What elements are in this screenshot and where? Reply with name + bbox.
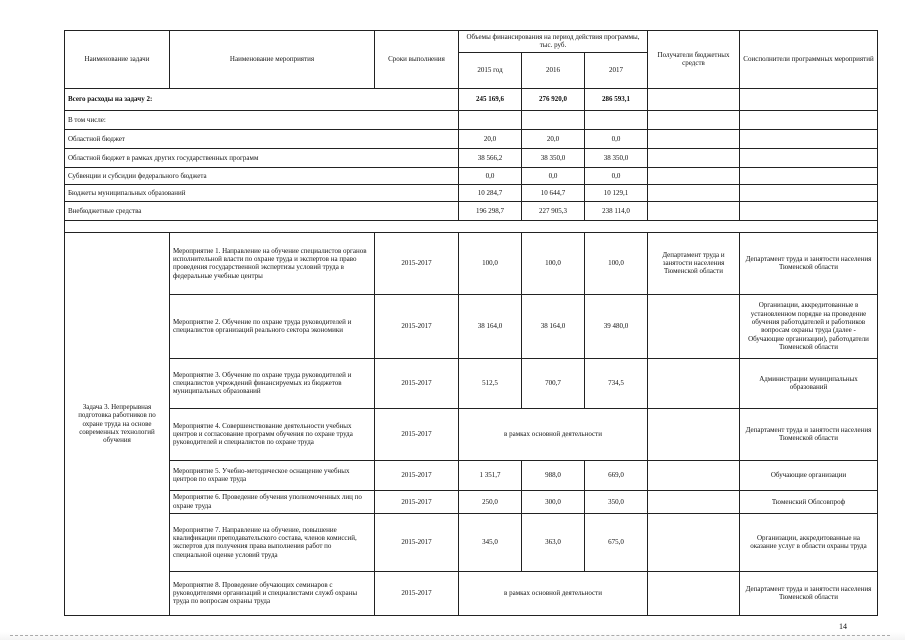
event-2015: 250,0: [459, 490, 522, 513]
summary-label: Внебюджетные средства: [65, 201, 459, 220]
summary-2016: 20,0: [522, 129, 585, 148]
event-2016: 38 164,0: [522, 294, 585, 358]
event-2016: 700,7: [522, 358, 585, 408]
summary-recipient: [648, 148, 740, 167]
header-year-2017: 2017: [585, 52, 648, 88]
header-event-name: Наименование мероприятия: [170, 31, 375, 89]
event-rows: [65, 232, 878, 615]
event-coexec: Обучающие организации: [740, 460, 878, 490]
summary-2016: [522, 110, 585, 129]
page-number: 14: [839, 622, 847, 631]
summary-recipient: [648, 201, 740, 220]
summary-row: [65, 88, 878, 110]
summary-label: В том числе:: [65, 110, 459, 129]
event-coexec: Администрации муниципальных образований: [740, 358, 878, 408]
summary-2017: 286 593,1: [585, 88, 648, 110]
summary-recipient: [648, 184, 740, 201]
event-name: Мероприятие 4. Совершенствование деятельности учебных центров и согласование программ обучения по охране труда руководителей и специалистов по охране труда: [170, 408, 375, 460]
event-2017: 100,0: [585, 232, 648, 294]
event-name: Мероприятие 6. Проведение обучения уполномоченных лиц по охране труда: [170, 490, 375, 513]
summary-coexec: [740, 184, 878, 201]
event-row: [65, 358, 878, 408]
event-name: Мероприятие 3. Обучение по охране труда руководителей и специалистов учреждений финансируемых из бюджетов муниципальных образований: [170, 358, 375, 408]
event-recipient: [648, 408, 740, 460]
summary-recipient: [648, 129, 740, 148]
header-funding: Объемы финансирования на период действия программы, тыс. руб.: [459, 31, 648, 53]
event-coexec: Организации, аккредитованные в установленном порядке на проведение обучения работодателей и работников вопросам охраны труда (далее - Обучающие организации), работодатели Тюменской области: [740, 294, 878, 358]
funding-table: [64, 30, 878, 616]
event-coexec: Департамент труда и занятости населения Тюменской области: [740, 232, 878, 294]
event-recipient: [648, 294, 740, 358]
event-recipient: [648, 490, 740, 513]
event-name: Мероприятие 2. Обучение по охране труда руководителей и специалистов организаций реального сектора экономики: [170, 294, 375, 358]
summary-row: [65, 148, 878, 167]
event-term: 2015-2017: [375, 358, 459, 408]
summary-2016: 38 350,0: [522, 148, 585, 167]
event-2016: 100,0: [522, 232, 585, 294]
summary-coexec: [740, 148, 878, 167]
summary-label: Всего расходы на задачу 2:: [65, 88, 459, 110]
event-term: 2015-2017: [375, 460, 459, 490]
event-funding-note: в рамках основной деятельности: [459, 571, 648, 615]
event-term: 2015-2017: [375, 513, 459, 571]
header-year-2016: 2016: [522, 52, 585, 88]
summary-label: Субвенции и субсидии федерального бюджета: [65, 167, 459, 184]
event-2015: 100,0: [459, 232, 522, 294]
summary-row: [65, 129, 878, 148]
summary-2017: 38 350,0: [585, 148, 648, 167]
event-row: [65, 490, 878, 513]
event-term: 2015-2017: [375, 294, 459, 358]
summary-recipient: [648, 167, 740, 184]
summary-recipient: [648, 88, 740, 110]
summary-2016: 0,0: [522, 167, 585, 184]
summary-2017: 0,0: [585, 129, 648, 148]
event-recipient: Департамент труда и занятости населения Тюменской области: [648, 232, 740, 294]
event-2017: 669,0: [585, 460, 648, 490]
summary-2015: 38 566,2: [459, 148, 522, 167]
header-terms: Сроки выполнения: [375, 31, 459, 89]
summary-2015: 196 298,7: [459, 201, 522, 220]
spacer-row: [65, 220, 878, 232]
event-2017: 675,0: [585, 513, 648, 571]
header-recipients: Получатели бюджетных средств: [648, 31, 740, 89]
summary-2015: 20,0: [459, 129, 522, 148]
summary-2015: 0,0: [459, 167, 522, 184]
summary-coexec: [740, 167, 878, 184]
summary-row: [65, 110, 878, 129]
event-row: [65, 571, 878, 615]
event-term: 2015-2017: [375, 490, 459, 513]
event-recipient: [648, 460, 740, 490]
event-2017: 350,0: [585, 490, 648, 513]
summary-2017: 0,0: [585, 167, 648, 184]
summary-recipient: [648, 110, 740, 129]
summary-row: [65, 184, 878, 201]
summary-2017: 10 129,1: [585, 184, 648, 201]
summary-2016: 227 905,3: [522, 201, 585, 220]
event-funding-note: в рамках основной деятельности: [459, 408, 648, 460]
header-task-name: Наименование задачи: [65, 31, 170, 89]
event-term: 2015-2017: [375, 408, 459, 460]
event-2016: 363,0: [522, 513, 585, 571]
summary-label: Областной бюджет: [65, 129, 459, 148]
event-row: [65, 513, 878, 571]
summary-2015: [459, 110, 522, 129]
summary-2016: 276 920,0: [522, 88, 585, 110]
event-recipient: [648, 358, 740, 408]
event-recipient: [648, 513, 740, 571]
summary-coexec: [740, 129, 878, 148]
event-row: [65, 294, 878, 358]
summary-2016: 10 644,7: [522, 184, 585, 201]
summary-label: Бюджеты муниципальных образований: [65, 184, 459, 201]
summary-2015: 245 169,6: [459, 88, 522, 110]
event-2017: 39 480,0: [585, 294, 648, 358]
event-coexec: Тюменский Облсовпроф: [740, 490, 878, 513]
event-coexec: Департамент труда и занятости населения Тюменской области: [740, 571, 878, 615]
event-row: [65, 408, 878, 460]
header-coexecutors: Соисполнители программных мероприятий: [740, 31, 878, 89]
event-name: Мероприятие 1. Направление на обучение специалистов органов исполнительной власти по охране труда и экспертов на право проведения государственной экспертизы условий труда в федеральные учебные центры: [170, 232, 375, 294]
event-coexec: Департамент труда и занятости населения Тюменской области: [740, 408, 878, 460]
event-coexec: Организации, аккредитованные на оказание услуг в области охраны труда: [740, 513, 878, 571]
summary-rows: [65, 88, 878, 232]
event-2016: 988,0: [522, 460, 585, 490]
event-name: Мероприятие 5. Учебно-методическое оснащение учебных центров по охране труда: [170, 460, 375, 490]
summary-label: Областной бюджет в рамках других государственных программ: [65, 148, 459, 167]
event-2015: 38 164,0: [459, 294, 522, 358]
summary-2017: 238 114,0: [585, 201, 648, 220]
summary-coexec: [740, 88, 878, 110]
scan-artifact: [0, 632, 905, 640]
summary-2015: 10 284,7: [459, 184, 522, 201]
event-2015: 345,0: [459, 513, 522, 571]
event-term: 2015-2017: [375, 232, 459, 294]
event-row: [65, 232, 878, 294]
summary-row: [65, 167, 878, 184]
spacer-cell: [65, 220, 878, 232]
summary-row: [65, 201, 878, 220]
event-name: Мероприятие 7. Направление на обучение, повышение квалификации преподавательского состава, членов комиссий, экспертов для получения права выполнения работ по специальной оценке условий труда: [170, 513, 375, 571]
summary-2017: [585, 110, 648, 129]
event-2017: 734,5: [585, 358, 648, 408]
event-recipient: [648, 571, 740, 615]
event-row: [65, 460, 878, 490]
event-2015: 512,5: [459, 358, 522, 408]
event-term: 2015-2017: [375, 571, 459, 615]
event-name: Мероприятие 8. Проведение обучающих семинаров с руководителями организаций и специалистами служб охраны труда по вопросам охраны труда: [170, 571, 375, 615]
summary-coexec: [740, 201, 878, 220]
event-2015: 1 351,7: [459, 460, 522, 490]
header-year-2015: 2015 год: [459, 52, 522, 88]
summary-coexec: [740, 110, 878, 129]
event-2016: 300,0: [522, 490, 585, 513]
task-3-cell: Задача 3. Непрерывная подготовка работников по охране труда на основе современных технологий обучения: [65, 232, 170, 615]
